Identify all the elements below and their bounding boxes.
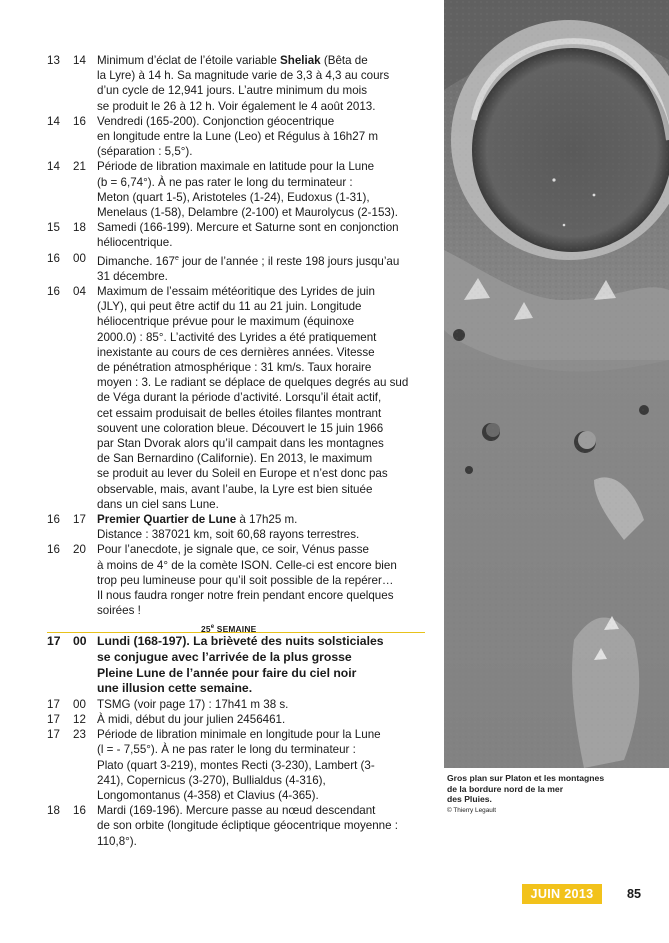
caption-line: Gros plan sur Platon et les montagnes (447, 773, 605, 783)
entry-line (97, 497, 425, 512)
entry-day: 17 (47, 697, 60, 711)
almanac-column (47, 53, 425, 849)
almanac-entry (47, 542, 425, 618)
entry-hour: 21 (73, 160, 86, 174)
entry-text-segment: observable, mais, avant l’aube, la Lyre est bien située (97, 482, 373, 496)
photo-credit: © Thierry Legault (447, 806, 496, 814)
almanac-entry (47, 634, 425, 696)
entry-text (97, 727, 425, 803)
entry-line (97, 436, 425, 451)
entry-text-segment: (l = - 7,55°). À ne pas rater le long du terminateur : (97, 743, 356, 757)
entry-line (97, 269, 425, 284)
entry-text-segment: Dimanche. 167 (97, 254, 175, 268)
entry-text-segment: se conjugue avec l’arrivée de la plus grosse (97, 649, 352, 664)
entry-text-segment: 110,8°). (97, 834, 137, 848)
entry-hour: 04 (73, 284, 86, 298)
entry-line (97, 251, 425, 269)
entry-day: 16 (47, 284, 60, 298)
entry-text-segment: Pleine Lune de l’année pour faire du ciel noir (97, 665, 357, 680)
entry-line (97, 527, 425, 542)
entry-text-segment: Maximum de l’essaim météoritique des Lyrides de juin (97, 284, 375, 298)
entry-text-segment: par Stan Dvorak alors qu’il campait dans les montagnes (97, 436, 384, 450)
entry-line (97, 114, 425, 129)
entry-line (97, 235, 425, 250)
entry-line (97, 284, 425, 299)
entry-line (97, 83, 425, 98)
entry-text (97, 251, 425, 284)
month-badge: JUIN 2013 (522, 884, 602, 904)
entry-day: 14 (47, 160, 60, 174)
entry-text-segment: (JLY), qui peut être actif du 11 au 21 juin. Longitude (97, 300, 362, 314)
entry-day: 16 (47, 512, 60, 526)
entry-text-segment: Vendredi (165-200). Conjonction géocentrique (97, 114, 335, 128)
entry-text (97, 159, 425, 220)
entry-text-segment: Premier Quartier de Lune (97, 512, 237, 526)
entry-line (97, 68, 425, 83)
entry-text-segment: héliocentrique prévue pour le maximum (équinoxe (97, 315, 355, 329)
entry-line (97, 144, 425, 159)
entry-line (97, 375, 425, 390)
entry-text-segment: jour de l’année ; il reste 198 jours jusqu’au (178, 254, 400, 268)
entry-text (97, 53, 425, 114)
entry-day: 17 (47, 728, 60, 742)
entry-text-segment: Période de libration maximale en latitude pour la Lune (97, 160, 375, 174)
entry-text-segment: Lundi (168-197). La brièveté des nuits solsticiales (97, 634, 384, 649)
entry-line (97, 666, 425, 682)
almanac-entry (47, 712, 425, 727)
entry-text-segment: soirées ! (97, 604, 141, 618)
entry-day: 13 (47, 54, 60, 67)
entry-text-segment: Distance : 387021 km, soit 60,68 rayons terrestres. (97, 528, 360, 542)
entry-text-segment: trop peu lumineuse pour qu’il soit possible de la repérer… (97, 573, 394, 587)
entry-text-segment: Pour l’anecdote, je signale que, ce soir, Vénus passe (97, 543, 369, 557)
entry-text-segment: inexistante au cours de ces dernières années. Vitesse (97, 345, 375, 359)
almanac-entry (47, 803, 425, 849)
entry-hour: 16 (73, 804, 86, 818)
entry-line (97, 190, 425, 205)
entry-hour: 00 (73, 697, 86, 711)
entry-day: 14 (47, 114, 60, 128)
entry-text-segment: souvent une coloration bleue. Découvert le 15 juin 1966 (97, 421, 384, 435)
entry-text (97, 697, 425, 712)
entry-day: 15 (47, 221, 60, 235)
entry-text-segment: en longitude entre la Lune (Leo) et Régulus à 16h27 m (97, 130, 379, 144)
entry-day: 17 (47, 634, 61, 649)
entry-hour: 20 (73, 543, 86, 557)
entry-text-segment: Période de libration minimale en longitude pour la Lune (97, 728, 381, 742)
entry-text-segment: Sheliak (280, 54, 321, 67)
entry-text-segment: héliocentrique. (97, 236, 173, 250)
entries-bottom (47, 634, 425, 848)
entry-text-segment: Meton (quart 1-5), Aristoteles (1-24), Eudoxus (1-31), (97, 190, 370, 204)
entry-text-segment: se produit le 26 à 12 h. Voir également le 4 août 2013. (97, 99, 376, 113)
caption-line: de la bordure nord de la mer (447, 783, 564, 794)
entry-text-segment: se produit au lever du Soleil en Europe et n’est donc pas (97, 467, 388, 481)
entry-line (97, 681, 425, 697)
entry-line (97, 360, 425, 375)
entry-text-segment: Mardi (169-196). Mercure passe au nœud descendant (97, 804, 376, 818)
entry-text-segment: (b = 6,74°). À ne pas rater le long du terminateur : (97, 175, 353, 189)
entry-text-segment: de Véga durant la période d’activité. Lorsqu’il était actif, (97, 391, 382, 405)
entry-line (97, 451, 425, 466)
entry-hour: 00 (73, 251, 86, 265)
entry-text (97, 220, 425, 250)
entry-text-segment: la Lyre) à 14 h. Sa magnitude varie de 3,3 à 4,3 au cours (97, 69, 390, 83)
almanac-entry (47, 512, 425, 542)
entry-text-segment: TSMG (voir page 17) : 17h41 m 38 s. (97, 697, 289, 711)
entry-text (97, 284, 425, 512)
moon-surface-image (444, 0, 669, 768)
almanac-entry (47, 220, 425, 250)
almanac-entry (47, 727, 425, 803)
entry-line (97, 390, 425, 405)
entry-line (97, 773, 425, 788)
entry-line (97, 159, 425, 174)
photo-caption (447, 773, 662, 816)
entry-text (97, 512, 425, 542)
entry-line (97, 742, 425, 757)
entry-text-segment: 31 décembre. (97, 269, 168, 283)
entry-line (97, 512, 425, 527)
entry-text-segment: 241), Copernicus (3-270), Bullialdus (4-316), (97, 773, 326, 787)
entry-day: 16 (47, 251, 60, 265)
entry-hour: 00 (73, 634, 87, 649)
entry-line (97, 542, 425, 557)
entry-line (97, 466, 425, 481)
entry-line (97, 421, 425, 436)
entry-line (97, 712, 425, 727)
entry-text-segment: de San Bernardino (Californie). En 2013, le maximum (97, 452, 373, 466)
entry-text-segment: 2000.0) : 85°. L’activité des Lyrides a été pratiquement (97, 330, 377, 344)
entry-text (97, 803, 425, 849)
entry-text-segment: à moins de 4° de la comète ISON. Celle-ci est encore bien (97, 558, 397, 572)
entry-hour: 17 (73, 512, 86, 526)
caption-line: des Pluies. (447, 794, 492, 805)
entry-line (97, 345, 425, 360)
entry-line (97, 634, 425, 650)
entry-text-segment: Longomontanus (4-358) et Clavius (4-365). (97, 788, 319, 802)
entry-text (97, 114, 425, 160)
entry-line (97, 818, 425, 833)
entry-text (97, 542, 425, 618)
entry-line (97, 99, 425, 114)
entry-text-segment: e (174, 254, 179, 262)
entry-line (97, 573, 425, 588)
entry-line (97, 558, 425, 573)
entry-line (97, 727, 425, 742)
entry-text (97, 634, 425, 696)
entry-line (97, 834, 425, 849)
entry-line (97, 603, 425, 618)
entry-text-segment: moyen : 3. Le radiant se déplace de quelques degrés au sud (97, 376, 409, 390)
entry-line (97, 788, 425, 803)
entry-text-segment: de son orbite (longitude écliptique géocentrique moyenne : (97, 819, 398, 833)
entry-day: 17 (47, 712, 60, 726)
entry-text-segment: Menelaus (1-58), Delambre (2-100) et Maurolycus (2-153). (97, 206, 398, 220)
entry-text-segment: de pénétration atmosphérique : 31 km/s. Taux horaire (97, 360, 372, 374)
page-number: 85 (627, 887, 642, 901)
entry-day: 16 (47, 543, 60, 557)
entry-text-segment: à 17h25 m. (236, 512, 298, 526)
entry-line (97, 299, 425, 314)
entry-hour: 18 (73, 221, 86, 235)
entry-line (97, 588, 425, 603)
almanac-entry (47, 251, 425, 284)
entry-line (97, 129, 425, 144)
entry-line (97, 53, 425, 68)
almanac-entry (47, 697, 425, 712)
entry-text-segment: Plato (quart 3-219), montes Recti (3-230), Lambert (3- (97, 758, 375, 772)
entry-text-segment: Samedi (166-199). Mercure et Saturne sont en conjonction (97, 221, 399, 235)
entry-text-segment: Il nous faudra ronger notre frein pendant encore quelques (97, 588, 394, 602)
entry-day: 18 (47, 804, 60, 818)
week-heading-label: 25e SEMAINE (201, 624, 257, 635)
entry-hour: 12 (73, 712, 86, 726)
entry-text-segment: dans un ciel sans Lune. (97, 497, 219, 511)
entry-line (97, 697, 425, 712)
entry-text-segment: une illusion cette semaine. (97, 681, 253, 696)
entry-line (97, 406, 425, 421)
entry-hour: 14 (73, 54, 86, 67)
entry-line (97, 220, 425, 235)
entries-top (47, 53, 425, 618)
almanac-entry (47, 284, 425, 512)
entry-line (97, 175, 425, 190)
entry-hour: 16 (73, 114, 86, 128)
entry-text-segment: (séparation : 5,5°). (97, 145, 193, 159)
entry-line (97, 650, 425, 666)
entry-text-segment: d’un cycle de 12,941 jours. L’autre minimum du mois (97, 84, 368, 98)
entry-text (97, 712, 425, 727)
entry-text-segment: cet essaim produisait de belles étoiles filantes montrant (97, 406, 382, 420)
entry-hour: 23 (73, 728, 86, 742)
entry-line (97, 803, 425, 818)
moon-photo (444, 0, 669, 768)
entry-text-segment: (Bêta de (320, 54, 368, 67)
entry-line (97, 330, 425, 345)
week-heading (47, 620, 425, 633)
entry-text-segment: À midi, début du jour julien 2456461. (97, 712, 286, 726)
almanac-entry (47, 53, 425, 114)
almanac-entry (47, 159, 425, 220)
almanac-entry (47, 114, 425, 160)
entry-line (97, 482, 425, 497)
entry-line (97, 314, 425, 329)
entry-line (97, 758, 425, 773)
entry-text-segment: Minimum d’éclat de l’étoile variable (97, 54, 281, 67)
entry-line (97, 205, 425, 220)
